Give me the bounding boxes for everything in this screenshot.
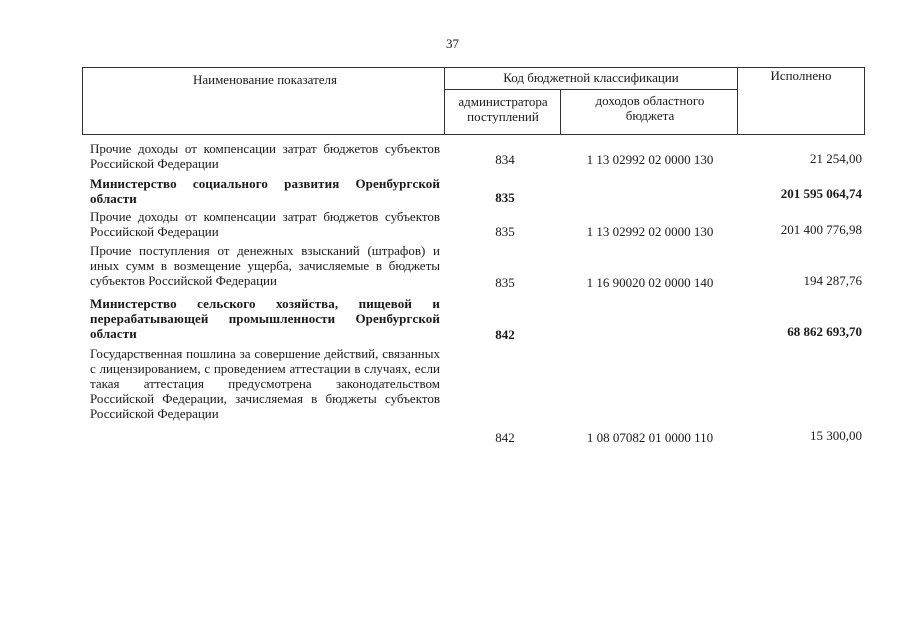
row-admin-code: 842 <box>495 430 515 445</box>
row-budget-code: 1 13 02992 02 0000 130 <box>586 152 714 167</box>
row-amount: 201 595 064,74 <box>780 186 862 201</box>
row-name: Государственная пошлина за совершение действий, связанных с лицензированием, с проведением аттестации в случаях, если такая аттестация предусмотрена законодательством Российской Федерации, зачисляемая в бюджеты субъектов Российской Федерации <box>90 346 440 421</box>
row-budget-code: 1 13 02992 02 0000 130 <box>586 224 714 239</box>
row-admin-code: 835 <box>495 224 515 239</box>
row-budget-code: 1 16 90020 02 0000 140 <box>586 275 714 290</box>
row-name: Прочие доходы от компенсации затрат бюджетов субъектов Российской Федерации <box>90 141 440 171</box>
header-administrator: администратора поступлений <box>458 94 548 124</box>
page-number: 37 <box>446 36 459 51</box>
row-name: Прочие поступления от денежных взысканий (штрафов) и иных сумм в возмещение ущерба, зачисляемые в бюджеты субъектов Российской Федерации <box>90 243 440 288</box>
row-amount: 15 300,00 <box>810 428 862 443</box>
row-admin-code: 834 <box>495 152 515 167</box>
row-name: Прочие доходы от компенсации затрат бюджетов субъектов Российской Федерации <box>90 209 440 239</box>
header-divider-group <box>444 89 737 90</box>
row-amount: 201 400 776,98 <box>780 222 862 237</box>
header-code-group: Код бюджетной классификации <box>503 70 679 85</box>
header-executed: Исполнено <box>770 68 832 83</box>
row-admin-code: 835 <box>495 190 515 205</box>
header-name: Наименование показателя <box>192 72 338 87</box>
header-divider-executed <box>737 67 738 135</box>
header-divider-sub <box>560 89 561 135</box>
header-divider-name <box>444 67 445 135</box>
row-budget-code: 1 08 07082 01 0000 110 <box>586 430 714 445</box>
row-amount: 68 862 693,70 <box>787 324 862 339</box>
row-admin-code: 842 <box>495 327 515 342</box>
header-income: доходов областного бюджета <box>595 93 705 123</box>
row-amount: 21 254,00 <box>810 151 862 166</box>
row-admin-code: 835 <box>495 275 515 290</box>
row-name: Министерство сельского хозяйства, пищевой и перерабатывающей промышленности Оренбургской области <box>90 296 440 341</box>
row-name: Министерство социального развития Оренбургской области <box>90 176 440 206</box>
row-amount: 194 287,76 <box>803 273 862 288</box>
